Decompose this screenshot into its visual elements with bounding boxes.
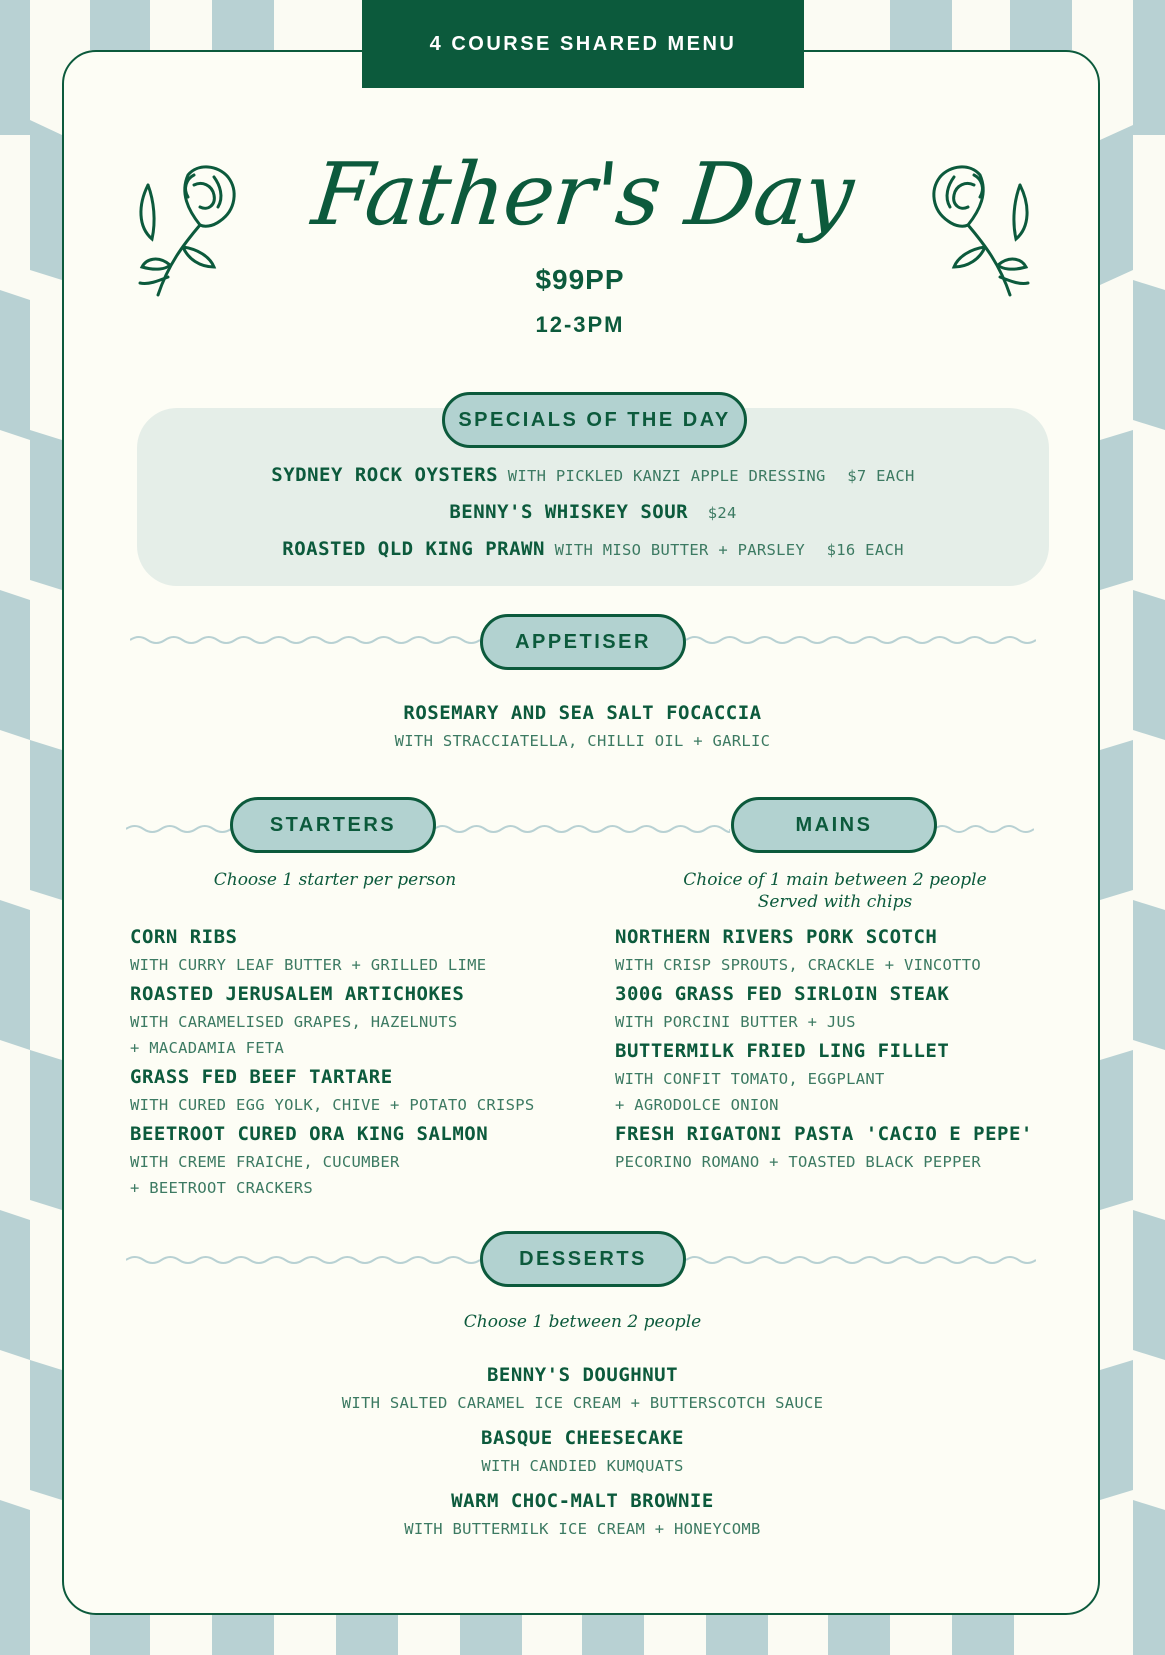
- special-detail: WITH MISO BUTTER + PARSLEY: [554, 541, 806, 559]
- desserts-note: Choose 1 between 2 people: [463, 1312, 702, 1332]
- special-detail: WITH PICKLED KANZI APPLE DRESSING: [507, 467, 826, 485]
- dessert-name: WARM CHOC-MALT BROWNIE: [451, 1490, 714, 1512]
- wave-divider: [126, 823, 231, 835]
- flower-illustration-left: [128, 155, 248, 305]
- starter-detail: WITH CURED EGG YOLK, CHIVE + POTATO CRISPS: [130, 1096, 535, 1114]
- special-price: $16 EACH: [826, 541, 904, 559]
- service-time: 12-3PM: [535, 312, 625, 337]
- starter-name: BEETROOT CURED ORA KING SALMON: [130, 1123, 489, 1145]
- special-name: ROASTED QLD KING PRAWN: [282, 538, 545, 560]
- special-name: SYDNEY ROCK OYSTERS: [271, 464, 499, 486]
- special-item: [137, 501, 1049, 523]
- mains-note: Choice of 1 main between 2 people: [683, 870, 987, 890]
- wave-divider: [130, 634, 480, 646]
- special-price: $7 EACH: [847, 467, 915, 485]
- special-item: [137, 464, 1049, 486]
- special-name: BENNY'S WHISKEY SOUR: [449, 501, 689, 523]
- main-name: 300G GRASS FED SIRLOIN STEAK: [615, 983, 950, 1005]
- starters-heading: STARTERS: [230, 797, 436, 853]
- wave-divider: [686, 634, 1036, 646]
- starter-detail: WITH CREME FRAICHE, CUCUMBER: [130, 1153, 400, 1171]
- main-name: BUTTERMILK FRIED LING FILLET: [615, 1040, 950, 1062]
- price-per-person: $99PP: [535, 264, 625, 295]
- dessert-detail: WITH SALTED CARAMEL ICE CREAM + BUTTERSCOTCH SAUCE: [341, 1394, 824, 1412]
- starters-note: Choose 1 starter per person: [213, 870, 457, 890]
- main-detail: WITH CONFIT TOMATO, EGGPLANT: [615, 1070, 885, 1088]
- main-name: NORTHERN RIVERS PORK SCOTCH: [615, 926, 938, 948]
- main-name: FRESH RIGATONI PASTA 'CACIO E PEPE': [615, 1123, 1033, 1145]
- starter-detail: WITH CURRY LEAF BUTTER + GRILLED LIME: [130, 956, 487, 974]
- special-item: [137, 538, 1049, 560]
- starter-detail: + MACADAMIA FETA: [130, 1039, 285, 1057]
- menu-tab-label: 4 COURSE SHARED MENU: [362, 0, 804, 88]
- dessert-detail: WITH BUTTERMILK ICE CREAM + HONEYCOMB: [404, 1520, 761, 1538]
- main-detail: PECORINO ROMANO + TOASTED BLACK PEPPER: [615, 1153, 982, 1171]
- starter-name: CORN RIBS: [130, 926, 238, 948]
- dessert-name: BASQUE CHEESECAKE: [481, 1427, 684, 1449]
- appetiser-heading: APPETISER: [480, 614, 686, 670]
- main-detail: WITH PORCINI BUTTER + JUS: [615, 1013, 856, 1031]
- appetiser-name: ROSEMARY AND SEA SALT FOCACCIA: [403, 702, 762, 724]
- wave-divider: [934, 823, 1034, 835]
- wave-divider: [126, 1254, 480, 1266]
- starter-name: ROASTED JERUSALEM ARTICHOKES: [130, 983, 465, 1005]
- dessert-detail: WITH CANDIED KUMQUATS: [481, 1457, 684, 1475]
- starter-detail: WITH CARAMELISED GRAPES, HAZELNUTS: [130, 1013, 458, 1031]
- main-detail: WITH CRISP SPROUTS, CRACKLE + VINCOTTO: [615, 956, 982, 974]
- wave-divider: [686, 1254, 1036, 1266]
- mains-heading: MAINS: [731, 797, 937, 853]
- main-detail: + AGRODOLCE ONION: [615, 1096, 779, 1114]
- dessert-name: BENNY'S DOUGHNUT: [486, 1364, 679, 1386]
- flower-illustration-right: [920, 155, 1040, 305]
- starter-name: GRASS FED BEEF TARTARE: [130, 1066, 393, 1088]
- desserts-heading: DESSERTS: [480, 1231, 686, 1287]
- specials-heading: SPECIALS OF THE DAY: [442, 392, 747, 448]
- starter-detail: + BEETROOT CRACKERS: [130, 1179, 314, 1197]
- page-title: Father's Day: [307, 145, 858, 245]
- wave-divider: [434, 823, 730, 835]
- mains-note: Served with chips: [757, 892, 913, 912]
- appetiser-detail: WITH STRACCIATELLA, CHILLI OIL + GARLIC: [394, 732, 771, 750]
- special-price: $24: [707, 504, 737, 522]
